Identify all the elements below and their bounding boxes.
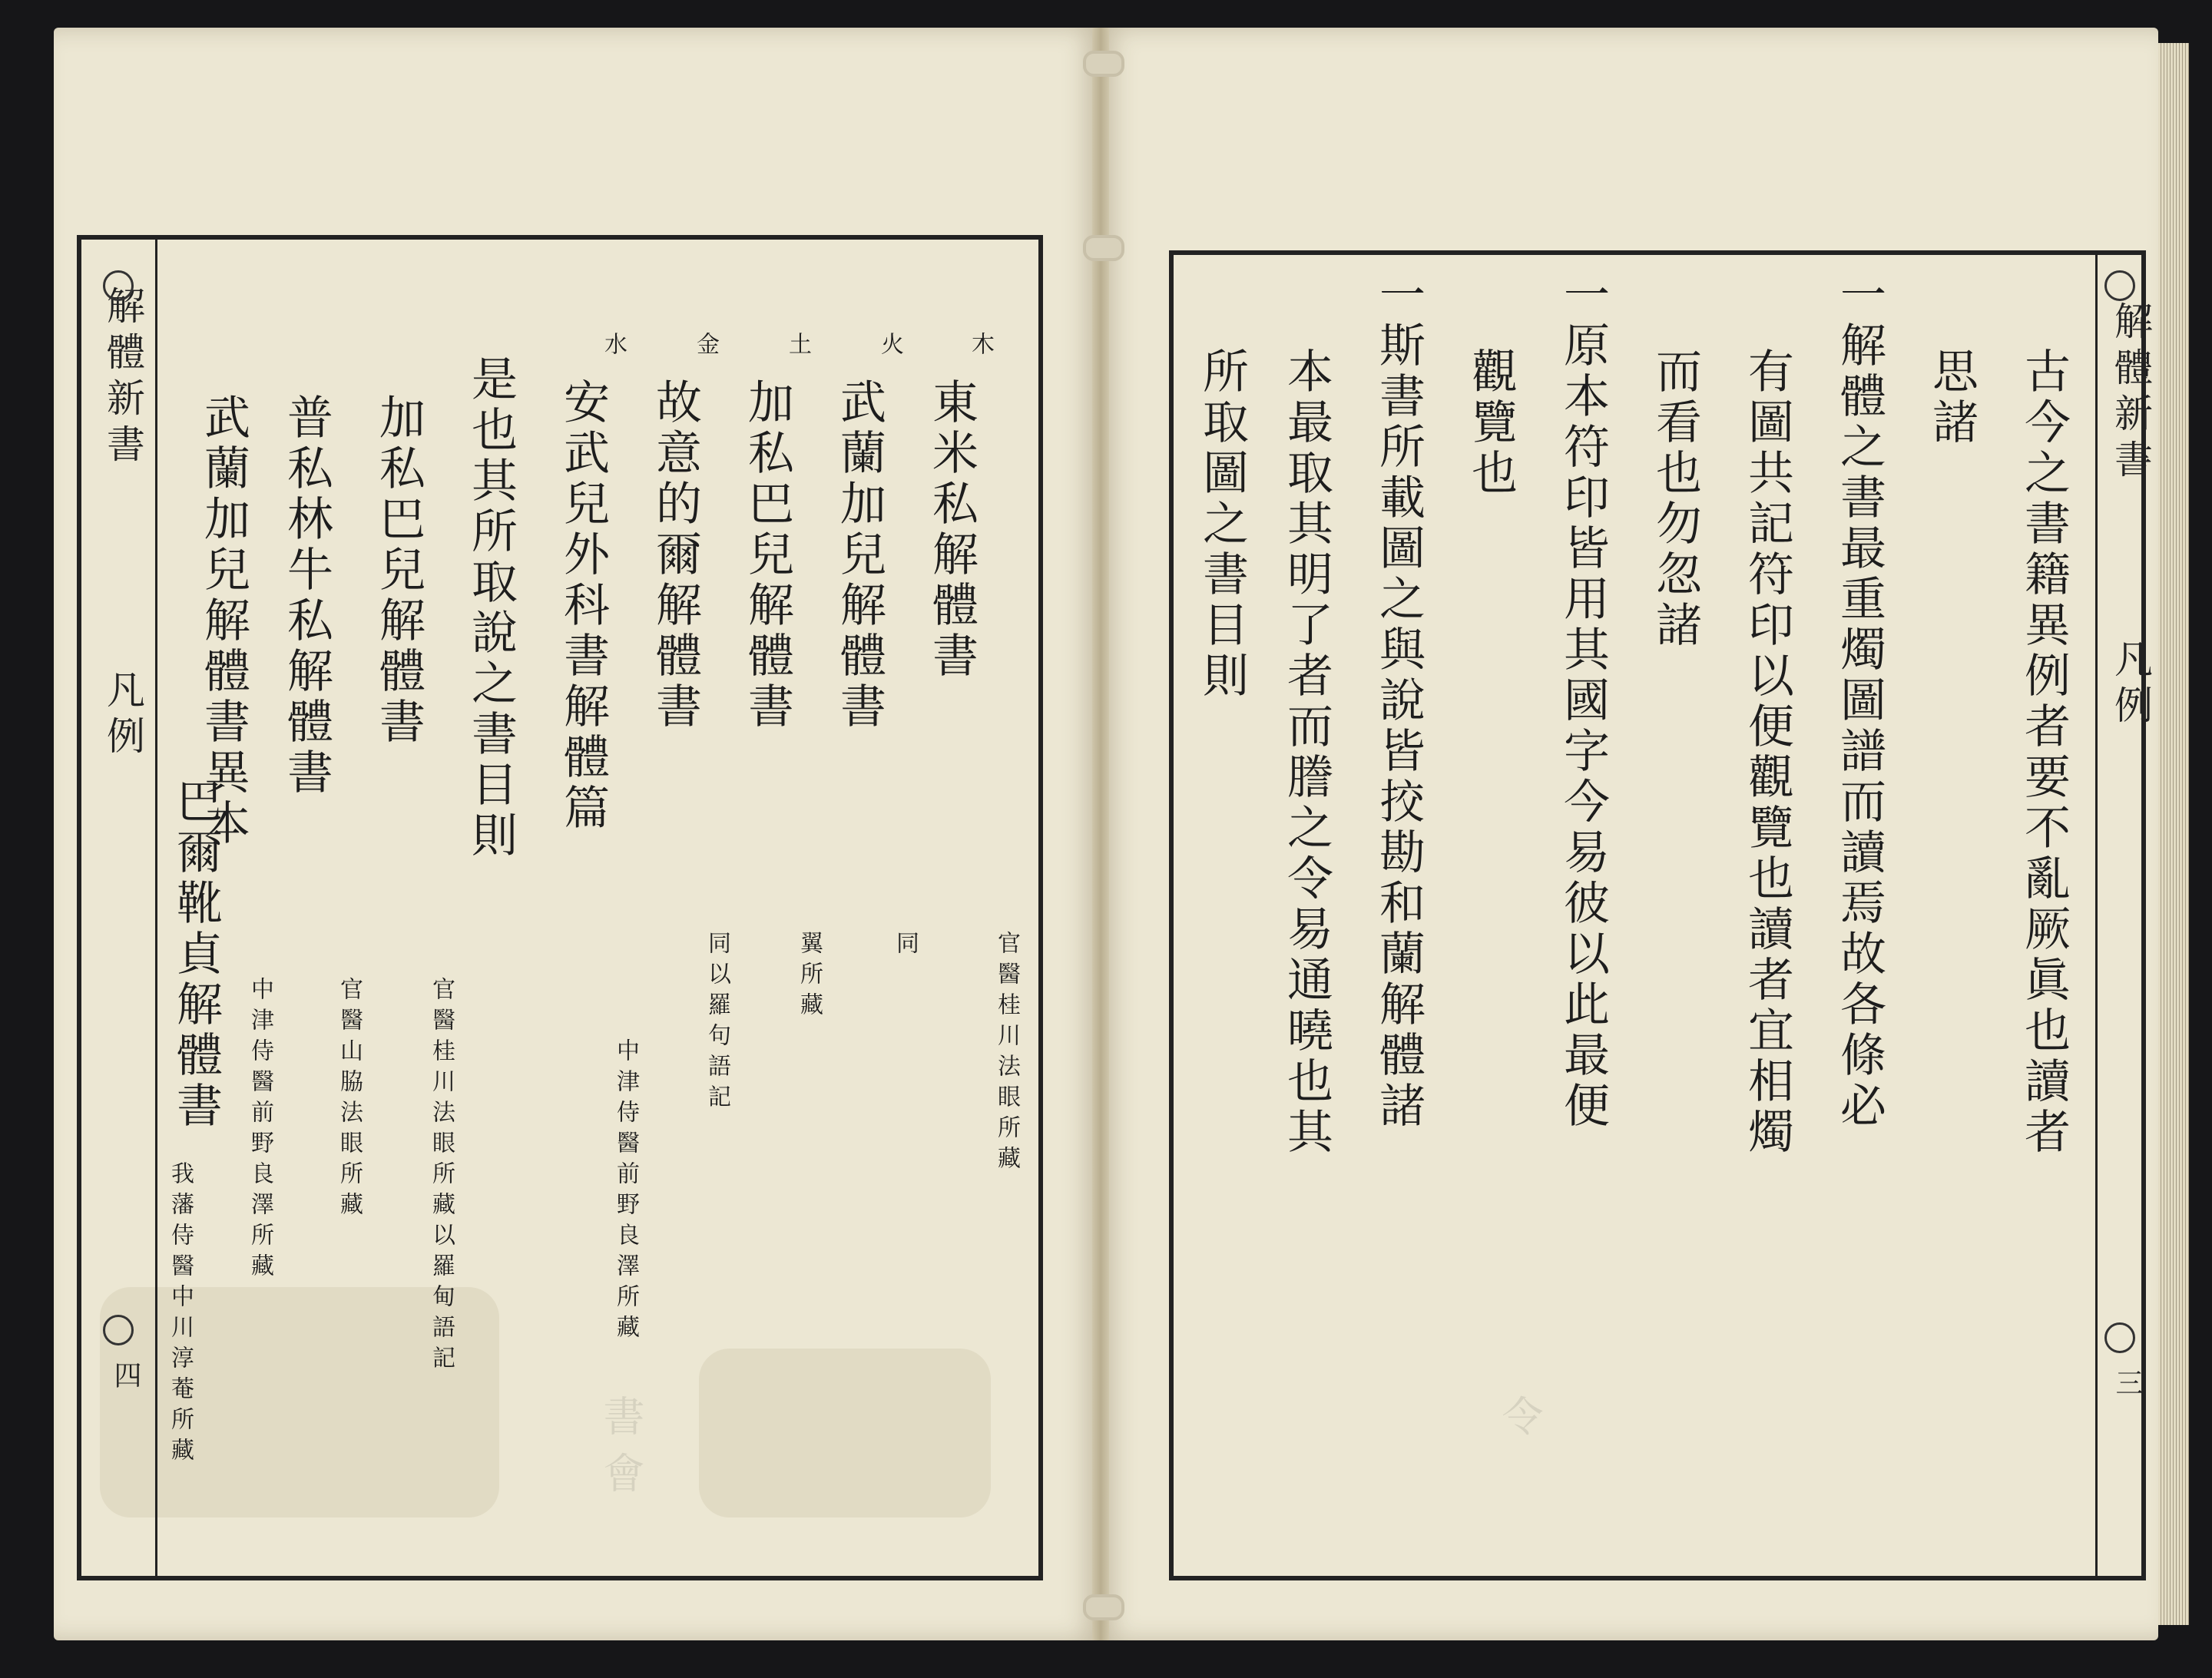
text-column: 武蘭加兒解體書異本 (197, 393, 250, 849)
text-column: 一原本符印皆用其國字今易彼以此最便 (1556, 270, 1610, 1132)
annotation: 官醫山脇法眼所藏 (336, 977, 363, 1223)
text-column: 一斯書所載圖之與說皆挍勘和蘭解體諸 (1372, 270, 1426, 1132)
text-column: 古今之書籍異例者要不亂厥眞也讀者 (2017, 347, 2071, 1158)
annotation: 同以羅句語記 (704, 931, 730, 1115)
annotation: 官醫桂川法眼所藏以羅甸語記 (428, 977, 455, 1376)
text-column: 故意的爾解體書 (648, 378, 702, 733)
text-column: 而看也勿忽諸 (1648, 347, 1702, 651)
text-column: 本最取其明了者而謄之令易通曉也其 (1280, 347, 1333, 1158)
binding-thread (1083, 51, 1124, 77)
page-number: 三 (2111, 1369, 2143, 1401)
text-column: 東米私解體書 (925, 378, 979, 682)
margin-rule (155, 240, 157, 1576)
margin-rule (2095, 255, 2098, 1576)
annotation: 官醫桂川法眼所藏 (993, 931, 1020, 1177)
text-column: 普私林牛私解體書 (280, 393, 333, 799)
annotation: 同 (892, 931, 919, 961)
left-page-frame (77, 235, 1043, 1580)
book-spread (54, 28, 2158, 1640)
binding-thread (1083, 235, 1124, 261)
bleed-through-seal: 令 (1495, 1395, 1544, 1451)
text-column: 巴爾靴貞解體書 (169, 777, 223, 1132)
margin-circle-mark (103, 1315, 134, 1345)
seal-character: 火 (876, 332, 903, 362)
text-column: 加私巴兒解體書 (740, 378, 794, 733)
margin-title: 解體新書 (101, 286, 145, 470)
text-column: 所取圖之書目則 (1195, 347, 1249, 702)
margin-circle-mark (2104, 270, 2135, 301)
page-number: 四 (110, 1361, 141, 1393)
margin-circle-mark (103, 270, 134, 301)
bleed-through-seal: 書會 (597, 1395, 645, 1508)
book-gutter (1092, 28, 1109, 1640)
text-column: 安武兒外科書解體篇 (556, 378, 610, 834)
annotation: 中津侍醫前野良澤所藏 (612, 1038, 639, 1345)
margin-circle-mark (2104, 1322, 2135, 1353)
page-edges (2158, 43, 2189, 1625)
text-column: 武蘭加兒解體書 (833, 378, 886, 733)
binding-thread (1083, 1594, 1124, 1620)
seal-character: 木 (967, 332, 994, 362)
seal-character: 水 (600, 332, 627, 362)
right-page-frame (1169, 250, 2153, 1580)
seal-character: 土 (784, 332, 811, 362)
text-column: 思諸 (1925, 347, 1979, 448)
margin-section: 凡例 (101, 670, 145, 762)
annotation: 翼所藏 (796, 931, 823, 1023)
text-column: 加私巴兒解體書 (372, 393, 426, 748)
margin-title: 解體新書 (2108, 301, 2153, 485)
annotation: 我藩侍醫中川淳菴所藏 (167, 1161, 194, 1468)
text-column: 有圖共記符印以便觀覽也讀者宜相燭 (1740, 347, 1794, 1158)
margin-section: 凡例 (2108, 639, 2153, 731)
text-column: 觀覽也 (1464, 347, 1518, 499)
annotation: 中津侍醫前野良澤所藏 (247, 977, 273, 1284)
text-column: 是也其所取說之書目則 (464, 355, 518, 862)
text-column: 一解體之書最重燭圖譜而讀焉故各條必 (1833, 270, 1886, 1132)
seal-character: 金 (692, 332, 719, 362)
